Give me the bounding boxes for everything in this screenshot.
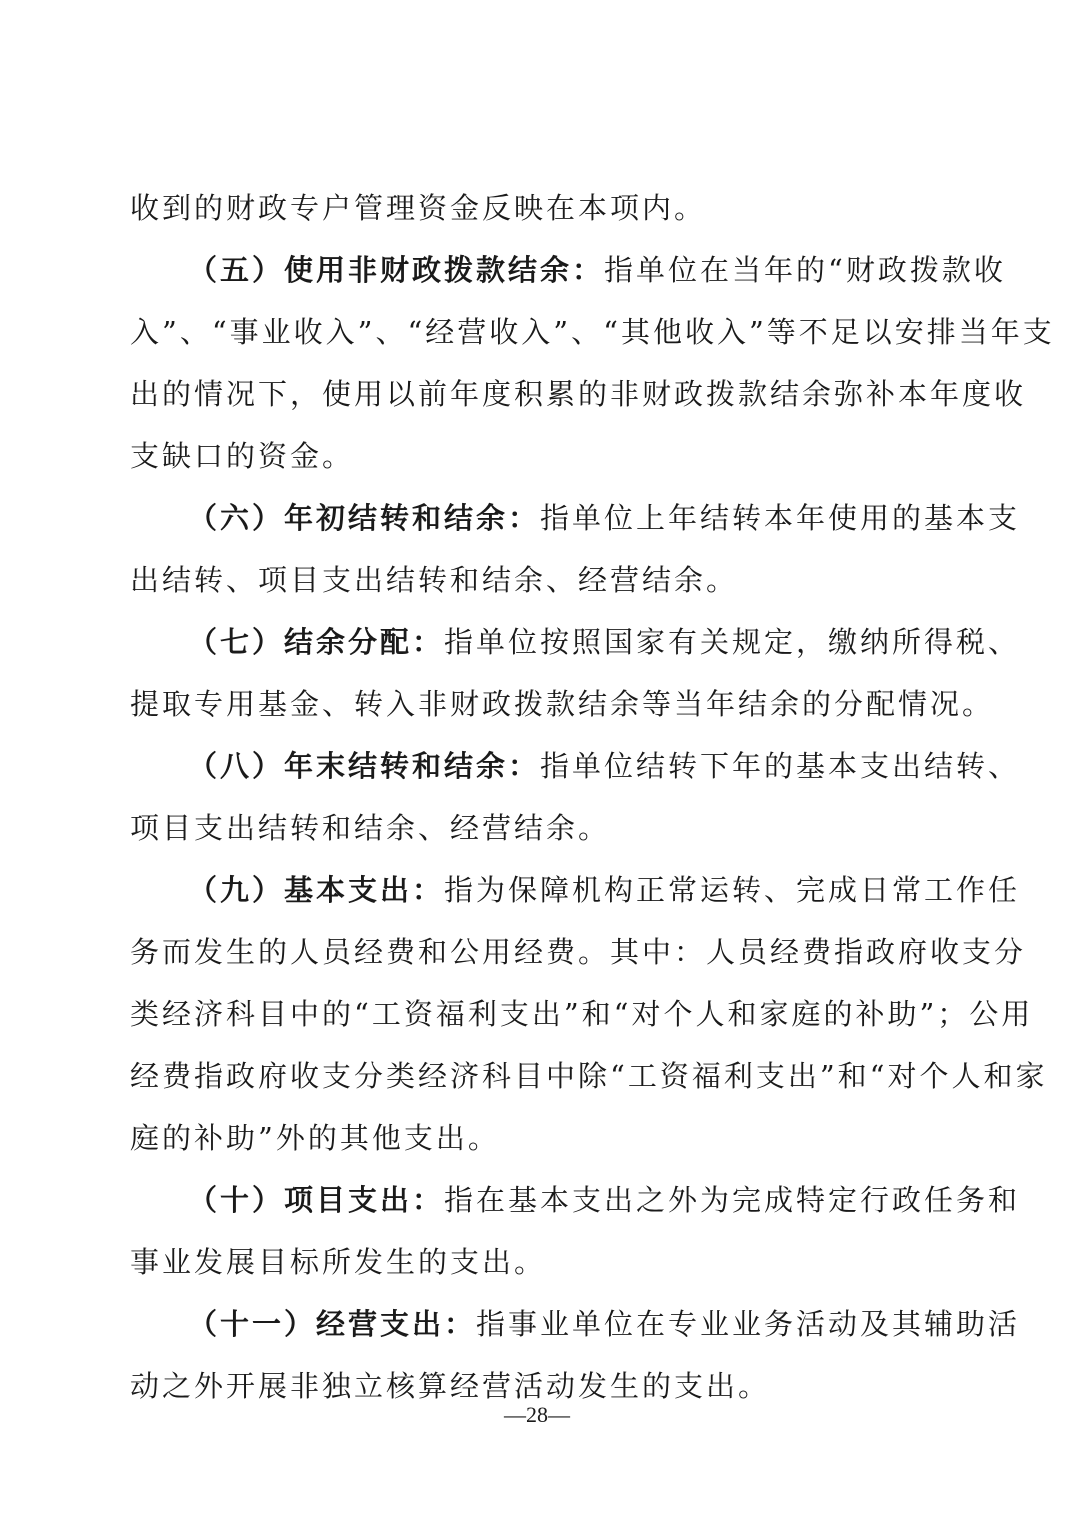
paragraph-8-line-2: 项目支出结转和结余、经营结余。	[130, 811, 611, 845]
paragraph-9-line-2: 务而发生的人员经费和公用经费。其中：人员经费指政府收支分	[130, 935, 1027, 969]
paragraph-7-line-2: 提取专用基金、转入非财政拨款结余等当年结余的分配情况。	[130, 687, 995, 721]
page-number: —28—	[504, 1402, 570, 1427]
section-heading-6: （六）年初结转和结余：	[188, 501, 541, 535]
paragraph-11-line-2: 动之外开展非独立核算经营活动发生的支出。	[130, 1369, 771, 1403]
paragraph-5-line-1: （五）使用非财政拨款结余：指单位在当年的“财政拨款收	[188, 253, 1006, 287]
paragraph-5-line-3: 出的情况下，使用以前年度积累的非财政拨款结余弥补本年度收	[130, 377, 1027, 411]
paragraph-11-line-1: （十一）经营支出：指事业单位在专业业务活动及其辅助活	[188, 1307, 1021, 1341]
section-heading-5: （五）使用非财政拨款结余：	[188, 253, 605, 287]
paragraph-6-line-1: （六）年初结转和结余：指单位上年结转本年使用的基本支	[188, 501, 1021, 535]
paragraph-line: 收到的财政专户管理资金反映在本项内。	[130, 191, 707, 225]
paragraph-5-line-4: 支缺口的资金。	[130, 439, 355, 473]
section-heading-11: （十一）经营支出：	[188, 1307, 477, 1341]
section-heading-7: （七）结余分配：	[188, 625, 445, 659]
paragraph-9-line-4: 经费指政府收支分类经济科目中除“工资福利支出”和“对个人和家	[130, 1059, 1048, 1093]
paragraph-10-line-1: （十）项目支出：指在基本支出之外为完成特定行政任务和	[188, 1183, 1021, 1217]
paragraph-8-line-1: （八）年末结转和结余：指单位结转下年的基本支出结转、	[188, 749, 1021, 783]
paragraph-9-line-1: （九）基本支出：指为保障机构正常运转、完成日常工作任	[188, 873, 1021, 907]
paragraph-9-line-3: 类经济科目中的“工资福利支出”和“对个人和家庭的补助”；公用	[130, 997, 1034, 1031]
paragraph-6-line-2: 出结转、项目支出结转和结余、经营结余。	[130, 563, 739, 597]
paragraph-7-line-1: （七）结余分配：指单位按照国家有关规定，缴纳所得税、	[188, 625, 1021, 659]
section-heading-8: （八）年末结转和结余：	[188, 749, 541, 783]
paragraph-5-line-2: 入”、“事业收入”、“经营收入”、“其他收入”等不足以安排当年支	[130, 315, 1055, 349]
paragraph-9-line-5: 庭的补助”外的其他支出。	[130, 1121, 500, 1155]
section-heading-10: （十）项目支出：	[188, 1183, 445, 1217]
paragraph-10-line-2: 事业发展目标所发生的支出。	[130, 1245, 547, 1279]
section-heading-9: （九）基本支出：	[188, 873, 445, 907]
